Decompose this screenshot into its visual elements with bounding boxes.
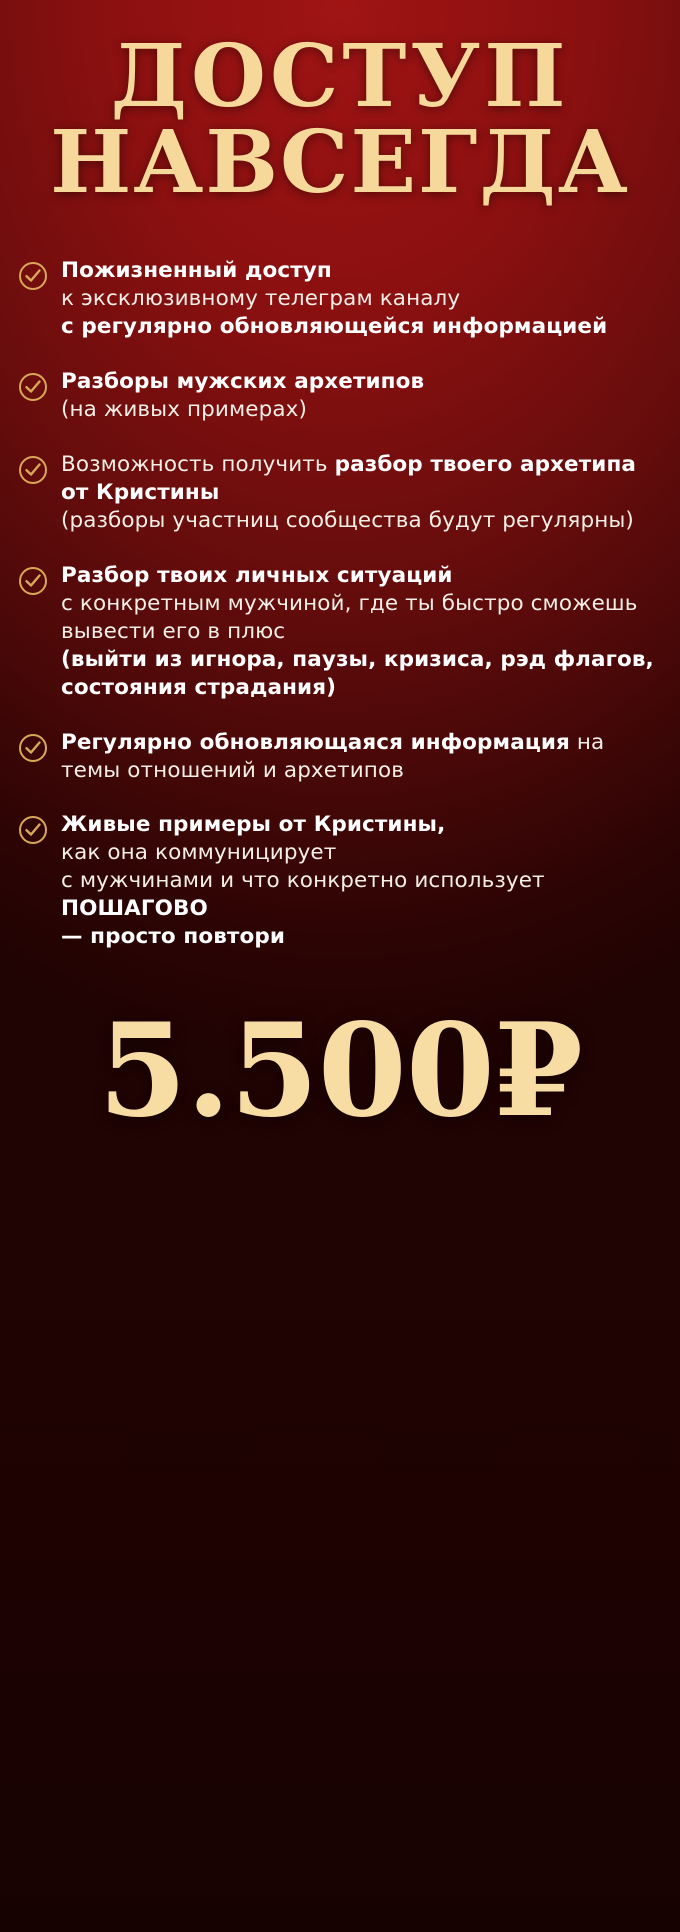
title-line-2: НАВСЕГДА xyxy=(50,111,630,213)
benefit-text: Разборы мужских архетипов (на живых примерах) xyxy=(61,369,425,423)
benefit-text: Разбор твоих личных ситуаций с конкретным мужчиной, где ты быстро сможешь вывести его в плюс (выйти из игнора, паузы, кризиса, рэд флагов, состояния страдания) xyxy=(61,562,654,700)
list-item xyxy=(18,368,654,424)
benefit-text: Пожизненный доступ к эксклюзивному телеграм каналу с регулярно обновляющейся информацией xyxy=(61,258,608,340)
list-item xyxy=(18,257,654,341)
list-item xyxy=(18,811,654,951)
benefit-text: Живые примеры от Кристины, как она коммуницирует с мужчинами и что конкретно использует ПОШАГОВО — просто повтори xyxy=(61,812,545,950)
check-circle-icon xyxy=(18,566,48,596)
check-circle-icon xyxy=(18,455,48,485)
title-line-1: ДОСТУП xyxy=(110,26,570,127)
benefit-text: Возможность получить разбор твоего архетипа от Кристины (разборы участниц сообщества будут регулярны) xyxy=(61,452,637,533)
list-item xyxy=(18,562,654,702)
price-value: 5.500₽ xyxy=(98,996,582,1147)
check-circle-icon xyxy=(18,261,48,291)
list-item xyxy=(18,451,654,535)
check-circle-icon xyxy=(18,733,48,763)
page-title xyxy=(0,0,680,213)
benefits-list xyxy=(0,257,680,951)
list-item xyxy=(18,729,654,785)
check-circle-icon xyxy=(18,372,48,402)
benefit-text: Регулярно обновляющаяся информация на темы отношений и архетипов xyxy=(61,729,605,783)
check-circle-icon xyxy=(18,815,48,845)
